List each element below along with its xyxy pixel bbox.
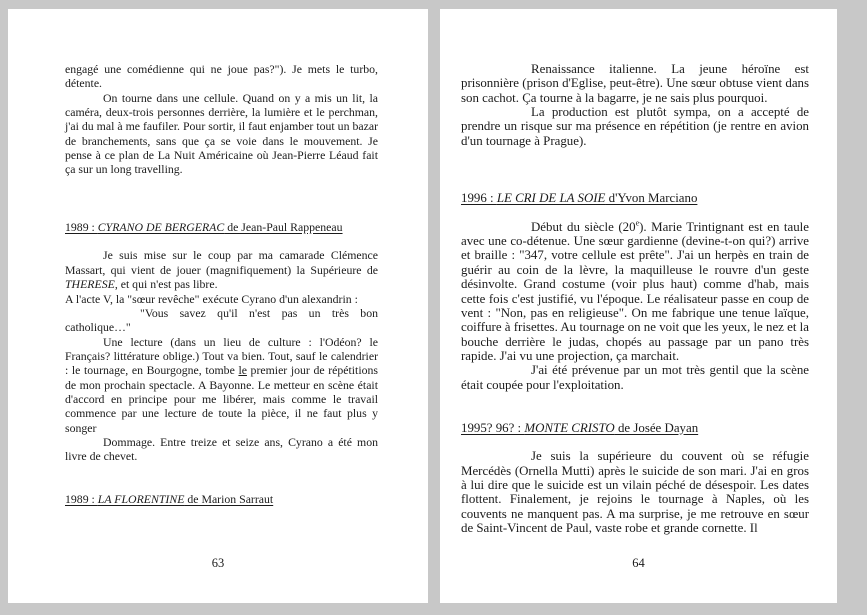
section-heading [461, 421, 809, 435]
paragraph [461, 105, 809, 148]
paragraph-text: A l'acte V, la "sœur revêche" exécute Cyrano d'un alexandrin : [65, 291, 358, 306]
paragraph-text: ). Marie Trintignant est en taule avec une co-détenue. Une sœur gardienne (devine-t-on qui?) arrive et braille : "347, votre cellule est prête". J'ai un herpès en train de guérir au coin de la lèvre, la maquilleuse le rouvre d'un geste désinvolte. Grand costume (voir plus haut) comme d'hab, mais cette fois c'est justifié, vu l'époque. Le réalisateur passe en coup de vent : "Non, pas en religieuse". On me fabrique une tenue laïque, coiffure à frisettes. Au tournage on ne voit que les yeux, le nez et la bouche derrière le judas, chopés au passage par un pano très rapide. J'ai vu une projection, ça marchait. [461, 219, 809, 363]
paragraph-text: Renaissance italienne. La jeune héroïne est prisonnière (prison d'Eglise, peut-être). Une sœur obtuse vient dans son cachot. Ça tourne à la bagarre, je ne sais plus pourquoi. [461, 62, 809, 105]
paragraph [461, 220, 809, 363]
paragraph [65, 435, 378, 464]
section-heading [461, 191, 809, 205]
page-64-number: 64 [632, 556, 645, 570]
heading-text: de Jean-Paul Rappeneau [224, 219, 343, 234]
section-heading [65, 220, 378, 234]
heading-text: de Josée Dayan [614, 420, 699, 435]
paragraph-text: premier jour de répétitions de mon prochain spectacle. A Bayonne. Le metteur en scène était d'accord en principe pour me libérer, mais comme le travail commence par une lecture de toute la pièce, il ne faut plus y songer [65, 363, 378, 435]
heading-text: LE CRI DE LA SOIE [496, 191, 606, 206]
section-heading [65, 492, 378, 506]
page-64-text-block [461, 62, 809, 535]
heading-text: 1989 : [65, 219, 98, 234]
paragraph-text: e [635, 218, 640, 228]
paragraph-text: engagé une comédienne qui ne joue pas?"). Je mets le turbo, détente. [65, 62, 378, 91]
heading-text: 1989 : [65, 492, 98, 507]
paragraph-text: Je suis la supérieure du couvent où se réfugie Mercédès (Ornella Mutti) après le suicide de son mari. J'ai en gros à lui dire que le suicide est un vilain péché de désespoir. Les dates flottent. Finalement, je rejoins le tournage à Naples, où les couvents ne manquent pas. A ma surprise, je me retrouve en sœur de Saint-Vincent de Paul, vaste robe et grande cornette. Il [461, 449, 809, 536]
paragraph-text: Dommage. Entre treize et seize ans, Cyrano a été mon livre de chevet. [65, 434, 378, 464]
paragraph-text: On tourne dans une cellule. Quand on y a mis un lit, la caméra, deux-trois personnes derrière, la lumière et le perchman, j'ai du mal à me faufiler. Pour sortir, il faut enjamber tout un bazar de branchements, sans que ça se voie dans le mouvement. Je pense à ce plan de La Nuit Américaine où Jean-Pierre Léaud fait ça sur un long travelling. [65, 90, 378, 177]
heading-text: de Marion Sarraut [184, 492, 274, 507]
paragraph [65, 248, 378, 291]
page-63-text-block [65, 62, 378, 507]
paragraph [461, 363, 809, 392]
paragraph [65, 292, 378, 306]
paragraph [461, 62, 809, 105]
heading-text: 1995? 96? : [461, 420, 525, 435]
paragraph-text: THERESE [65, 277, 115, 292]
paragraph [461, 449, 809, 535]
paragraph-text: Début du siècle (20 [531, 219, 636, 234]
paragraph-text: J'ai été prévenue par un mot très gentil que la scène était coupée pour l'exploitation. [461, 363, 809, 392]
heading-text: 1996 : [461, 191, 497, 206]
paragraph-text: La production est plutôt sympa, on a accepté de prendre un risque sur ma présence en répétition (je rentre en avion d'un tournage à Prague). [461, 105, 809, 148]
heading-text: LA FLORENTINE [97, 492, 185, 507]
paragraph-text: Une lecture (dans un lieu de culture : l'Odéon? le Français? littérature oblige.) Tout va bien. Tout, sauf le calendrier : le tournage, en Bourgogne, tombe [65, 334, 378, 378]
paragraph-text: le [238, 363, 247, 378]
heading-text: MONTE CRISTO [524, 420, 615, 435]
paragraph [65, 335, 378, 435]
paragraph-text: , et qui n'est pas libre. [114, 277, 218, 292]
paragraph-text: Je suis mise sur le coup par ma camarade Clémence Massart, qui vient de jouer (magnifiquement) la Supérieure de [65, 248, 378, 277]
heading-text: CYRANO DE BERGERAC [97, 219, 225, 234]
paragraph [65, 306, 378, 335]
page-63 [8, 9, 428, 603]
heading-text: d'Yvon Marciano [605, 191, 698, 206]
page-63-number: 63 [211, 556, 225, 570]
paragraph [65, 91, 378, 177]
page-64 [440, 9, 837, 603]
paragraph-text: "Vous savez qu'il n'est pas un très bon catholique…" [65, 305, 378, 335]
paragraph [65, 62, 378, 91]
